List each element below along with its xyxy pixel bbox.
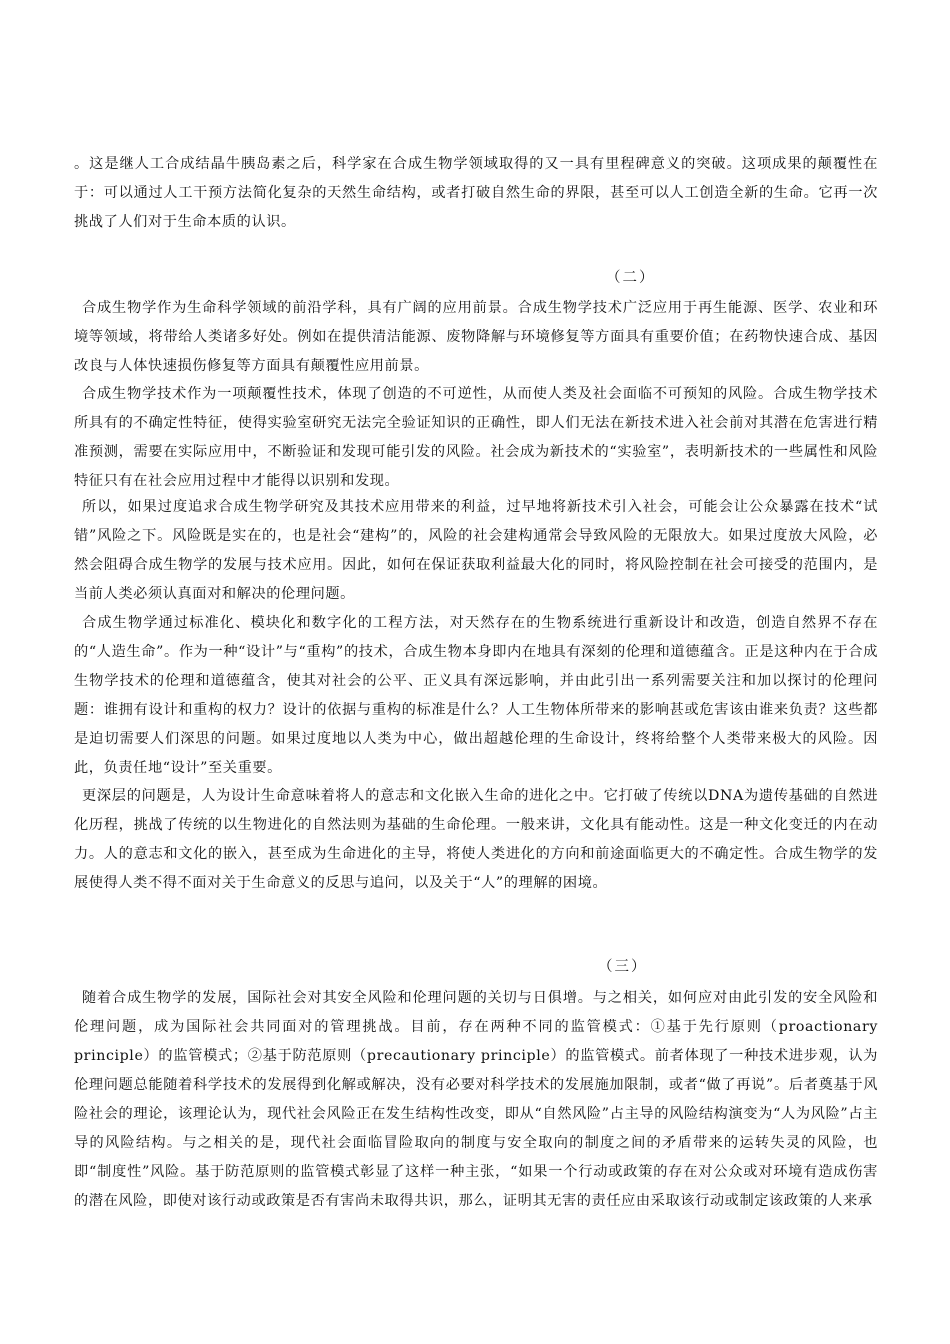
section2-paragraph-3: 所以，如果过度追求合成生物学研究及其技术应用带来的利益，过早地将新技术引入社会，可能会让公众暴露在技术“试错”风险之下。风险既是实在的，也是社会“建构”的，风险的社会建构通常会导致风险的无限放大。如果过度放大风险，必然会阻碍合成生物学的发展与技术应用。因此，如何在保证获取利益最大化的同时，将风险控制在社会可接受的范围内，是当前人类必须认真面对和解决的伦理问题。 — [74, 499, 878, 602]
section-heading-2: （二） — [606, 270, 656, 286]
intro-paragraph: 。这是继人工合成结晶牛胰岛素之后，科学家在合成生物学领域取得的又一具有里程碑意义的突破。这项成果的颠覆性在于：可以通过人工干预方法简化复杂的天然生命结构，或者打破自然生命的界限，甚至可以人工创造全新的生命。它再一次挑战了人们对于生命本质的认识。 — [74, 156, 878, 230]
section2-paragraph-4: 合成生物学通过标准化、模块化和数字化的工程方法，对天然存在的生物系统进行重新设计和改造，创造自然界不存在的“人造生命”。作为一种“设计”与“重构”的技术，合成生物本身即内在地具有深刻的伦理和道德蕴含。正是这种内在于合成生物学技术的伦理和道德蕴含，使其对社会的公平、正义具有深远影响，并由此引出一系列需要关注和加以探讨的伦理问题：谁拥有设计和重构的权力？设计的依据与重构的标准是什么？人工生物体所带来的影响甚或危害该由谁来负责？这些都是迫切需要人们深思的问题。如果过度地以人类为中心，做出超越伦理的生命设计，终将给整个人类带来极大的风险。因此，负责任地“设计”至关重要。 — [74, 615, 878, 776]
section2-paragraph-5: 更深层的问题是，人为设计生命意味着将人的意志和文化嵌入生命的进化之中。它打破了传统以DNA为遗传基础的自然进化历程，挑战了传统的以生物进化的自然法则为基础的生命伦理。一般来讲，文化具有能动性。这是一种文化变迁的内在动力。人的意志和文化的嵌入，甚至成为生命进化的主导，将使人类进化的方向和前途面临更大的不确定性。合成生物学的发展使得人类不得不面对关于生命意义的反思与追问，以及关于“人”的理解的困境。 — [74, 788, 878, 891]
section3-paragraph-1: 随着合成生物学的发展，国际社会对其安全风险和伦理问题的关切与日俱增。与之相关，如何应对由此引发的安全风险和伦理问题，成为国际社会共同面对的管理挑战。目前，存在两种不同的监管模式：①基于先行原则（proactionary principle）的监管模式；②基于防范原则（precautionary principle）的监管模式。前者体现了一种技术进步观，认为伦理问题总能随着科学技术的发展得到化解或解决，没有必要对科学技术的发展施加限制，或者“做了再说”。后者奠基于风险社会的理论，该理论认为，现代社会风险正在发生结构性改变，即从“自然风险”占主导的风险结构演变为“人为风险”占主导的风险结构。与之相关的是，现代社会面临冒险取向的制度与安全取向的制度之间的矛盾带来的运转失灵的风险，也即“制度性”风险。基于防范原则的监管模式彰显了这样一种主张，“如果一个行动或政策的存在对公众或对环境有造成伤害的潜在风险，即使对该行动或政策是否有害尚未取得共识，那么，证明其无害的责任应由采取该行动或制定该政策的人来承 — [74, 990, 878, 1209]
section-heading-3: （三） — [598, 959, 648, 975]
section2-paragraph-2: 合成生物学技术作为一项颠覆性技术，体现了创造的不可逆性，从而使人类及社会面临不可预知的风险。合成生物学技术所具有的不确定性特征，使得实验室研究无法完全验证知识的正确性，即人们无法在新技术进入社会前对其潜在危害进行精准预测，需要在实际应用中，不断验证和发现可能引发的风险。社会成为新技术的“实验室”，表明新技术的一些属性和风险特征只有在社会应用过程中才能得以识别和发现。 — [74, 386, 878, 489]
section2-paragraph-1: 合成生物学作为生命科学领域的前沿学科，具有广阔的应用前景。合成生物学技术广泛应用于再生能源、医学、农业和环境等领域，将带给人类诸多好处。例如在提供清洁能源、废物降解与环境修复等方面具有重要价值；在药物快速合成、基因改良与人体快速损伤修复等方面具有颠覆性应用前景。 — [74, 300, 878, 374]
